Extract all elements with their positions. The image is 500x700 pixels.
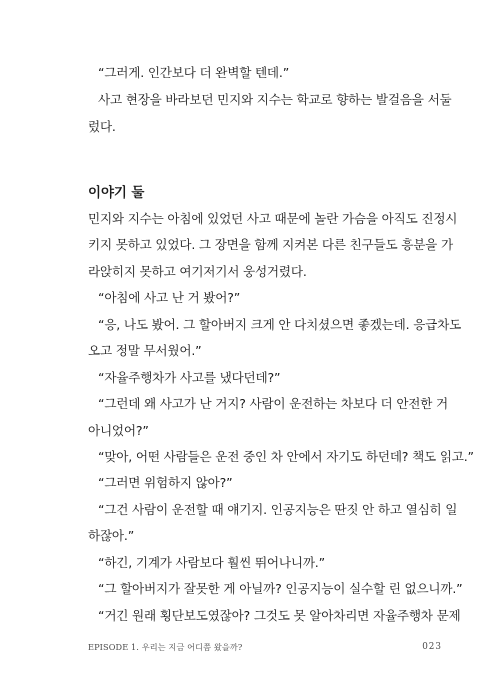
narrative-line: 라앉히지 못하고 여기저기서 웅성거렸다.: [88, 264, 307, 279]
page-number: 023: [422, 642, 442, 652]
dialogue-line: “거긴 원래 횡단보도였잖아? 그것도 못 알아차리면 자율주행차 문제: [98, 608, 461, 623]
dialogue-line: “맞아, 어떤 사람들은 운전 중인 차 안에서 자기도 하던데? 책도 읽고.”: [98, 449, 474, 464]
dialogue-line: “그러면 위험하지 않아?”: [98, 475, 233, 490]
dialogue-line: “자율주행차가 사고를 냈다던데?”: [98, 370, 281, 385]
narrative-line: 렀다.: [88, 119, 116, 134]
dialogue-line: “그 할아버지가 잘못한 게 아닐까? 인공지능이 실수할 린 없으니까.”: [98, 581, 463, 596]
dialogue-line: “아침에 사고 난 거 봤어?”: [98, 290, 241, 305]
section-heading: 이야기 둘: [88, 185, 145, 201]
dialogue-line: “응, 나도 봤어. 그 할아버지 크게 안 다치셨으면 좋겠는데. 응급차도: [98, 317, 462, 332]
dialogue-line: “하긴, 기계가 사람보다 훨씬 뛰어나니까.”: [98, 555, 325, 570]
dialogue-line: 오고 정말 무서웠어.”: [88, 343, 202, 358]
dialogue-line: “그러게. 인간보다 더 완벽할 텐데.”: [98, 65, 290, 80]
running-title: EPISODE 1. 우리는 지금 어디쯤 왔을까?: [88, 642, 243, 652]
dialogue-line: 아니었어?”: [88, 423, 149, 438]
narrative-line: 민지와 지수는 아침에 있었던 사고 때문에 놀란 가슴을 아직도 진정시: [88, 211, 458, 226]
dialogue-line: 하잖아.”: [88, 528, 135, 543]
narrative-line: 사고 현장을 바라보던 민지와 지수는 학교로 향하는 발걸음을 서둘: [98, 92, 452, 107]
narrative-line: 키지 못하고 있었다. 그 장면을 함께 지켜본 다른 친구들도 흥분을 가: [88, 237, 453, 252]
dialogue-line: “그런데 왜 사고가 난 거지? 사람이 운전하는 차보다 더 안전한 거: [98, 396, 448, 411]
dialogue-line: “그건 사람이 운전할 때 얘기지. 인공지능은 딴짓 안 하고 열심히 일: [98, 502, 458, 517]
